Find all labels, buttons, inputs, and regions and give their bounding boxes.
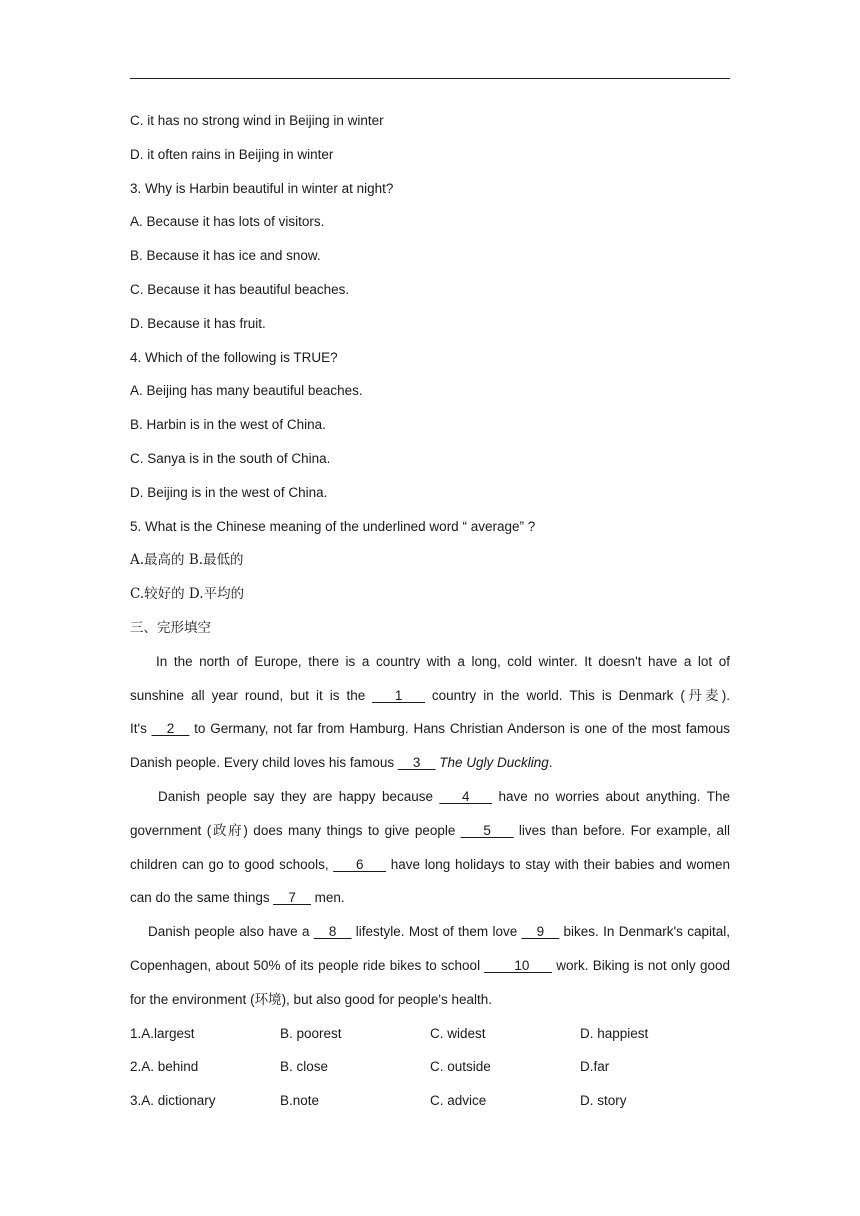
passage-line bbox=[130, 752, 730, 786]
passage-line bbox=[130, 651, 730, 685]
passage-text: country in the world. This is Denmark ( bbox=[424, 687, 685, 703]
passage-line bbox=[130, 820, 730, 854]
option-line: D. Beijing is in the west of China. bbox=[130, 484, 328, 500]
answer-option: D. story bbox=[580, 1093, 627, 1109]
passage-text: to Germany, not far from Hamburg. Hans Christian Anderson is one of the most famous bbox=[189, 721, 730, 737]
header-rule bbox=[130, 78, 730, 79]
passage-text: . bbox=[548, 755, 553, 771]
passage-line bbox=[130, 989, 730, 1023]
passage-line bbox=[130, 955, 730, 989]
passage-text: children can go to good schools, bbox=[130, 856, 334, 872]
document-body bbox=[130, 110, 730, 1124]
option-line: D. Because it has fruit. bbox=[130, 315, 266, 331]
option-line: A. Because it has lots of visitors. bbox=[130, 214, 325, 230]
passage-line bbox=[130, 887, 730, 921]
passage-text: Danish people say they are happy because bbox=[158, 788, 440, 804]
passage-text: lives than before. For example, all bbox=[513, 822, 731, 838]
answer-option: D. happiest bbox=[580, 1025, 649, 1041]
option-line: C. Because it has beautiful beaches. bbox=[130, 281, 350, 297]
passage-text: Copenhagen, about 50% of its people ride bikes to school bbox=[130, 957, 485, 973]
passage-text: ) does many things to give people bbox=[243, 822, 461, 838]
question-line: 5. What is the Chinese meaning of the underlined word “ average” ? bbox=[130, 518, 536, 534]
answer-option: B.note bbox=[280, 1093, 320, 1109]
blank-7: __7__ bbox=[273, 890, 311, 906]
section-heading: 三、完形填空 bbox=[130, 619, 211, 636]
option-line: A. Beijing has many beautiful beaches. bbox=[130, 383, 363, 399]
passage-text: It's bbox=[130, 721, 152, 737]
answer-option: D.far bbox=[580, 1059, 610, 1075]
passage-text: ). bbox=[721, 687, 730, 703]
passage-text: can do the same things bbox=[130, 890, 274, 906]
answer-option: B. poorest bbox=[280, 1025, 342, 1041]
passage-line bbox=[130, 685, 730, 719]
option-line: C. it has no strong wind in Beijing in winter bbox=[130, 113, 384, 128]
blank-2: __2__ bbox=[151, 721, 190, 737]
passage-text: sunshine all year round, but it is the bbox=[130, 687, 373, 703]
answer-option: B. close bbox=[280, 1059, 329, 1075]
passage-text: government ( bbox=[130, 822, 212, 838]
book-title: The Ugly Duckling bbox=[439, 755, 549, 771]
passage-text: In the north of Europe, there is a country with a long, cold winter. It doesn't have a lot of bbox=[156, 653, 730, 669]
blank-9: __9__ bbox=[521, 924, 560, 940]
option-line: B. Because it has ice and snow. bbox=[130, 248, 321, 264]
passage-text: have no worries about anything. The bbox=[492, 788, 730, 804]
blank-3: __3__ bbox=[397, 755, 436, 771]
answer-option: 3.A. dictionary bbox=[130, 1093, 216, 1109]
answer-option: C. advice bbox=[430, 1093, 487, 1109]
option-line: C. Sanya is in the south of China. bbox=[130, 450, 331, 466]
blank-4: ___4___ bbox=[439, 788, 493, 804]
passage-text-chinese: 丹麦 bbox=[684, 687, 722, 704]
answer-option: C. widest bbox=[430, 1025, 486, 1041]
passage-line bbox=[130, 786, 730, 820]
question-line: 3. Why is Harbin beautiful in winter at night? bbox=[130, 180, 394, 196]
answer-option: 1.A.largest bbox=[130, 1025, 195, 1041]
passage-text: Danish people. Every child loves his famous bbox=[130, 755, 398, 771]
blank-8: __8__ bbox=[313, 924, 352, 940]
passage-text: ), but also good for people's health. bbox=[281, 991, 493, 1007]
option-line: D. it often rains in Beijing in winter bbox=[130, 146, 334, 162]
passage-text: Danish people also have a bbox=[148, 924, 314, 940]
passage-text: have long holidays to stay with their babies and women bbox=[385, 856, 730, 872]
answer-option: 2.A. behind bbox=[130, 1059, 199, 1075]
passage-text: for the environment ( bbox=[130, 991, 255, 1007]
option-line: A.最高的 B.最低的 bbox=[130, 552, 244, 569]
passage-text: work. Biking is not only good bbox=[551, 957, 730, 973]
passage-text: lifestyle. Most of them love bbox=[351, 924, 522, 940]
passage-text: men. bbox=[310, 890, 345, 906]
passage-text-chinese: 环境 bbox=[254, 991, 282, 1008]
answer-options-row bbox=[130, 1056, 730, 1090]
passage-text-chinese: 政府 bbox=[211, 822, 244, 839]
answer-options-row bbox=[130, 1090, 730, 1124]
option-line: B. Harbin is in the west of China. bbox=[130, 417, 326, 433]
blank-1: ___1___ bbox=[372, 687, 425, 703]
blank-10: ____10___ bbox=[484, 957, 552, 973]
passage-line bbox=[130, 921, 730, 955]
answer-option: C. outside bbox=[430, 1059, 491, 1075]
passage-line bbox=[130, 854, 730, 888]
blank-6: ___6___ bbox=[333, 856, 386, 872]
passage-line bbox=[130, 718, 730, 752]
passage-text: bikes. In Denmark's capital, bbox=[559, 924, 730, 940]
answer-options-row bbox=[130, 1023, 730, 1057]
option-line: C.较好的 D.平均的 bbox=[130, 586, 245, 603]
blank-5: ___5___ bbox=[460, 822, 514, 838]
question-line: 4. Which of the following is TRUE? bbox=[130, 349, 338, 365]
